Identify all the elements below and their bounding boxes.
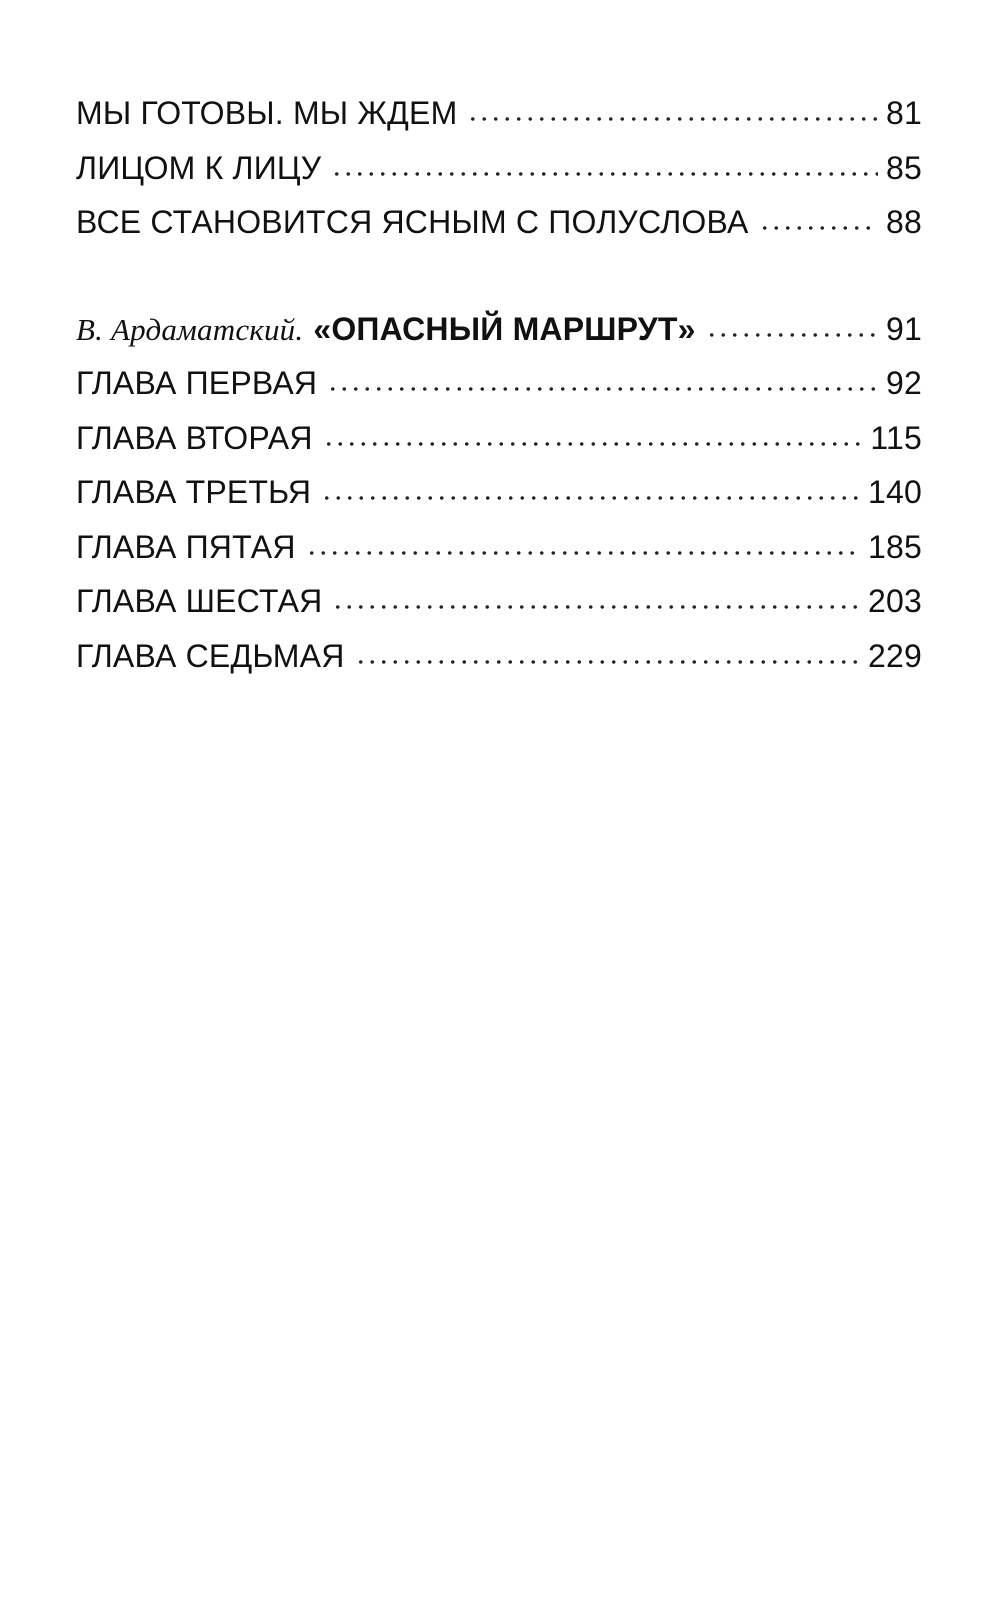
dot-leader	[331, 170, 878, 178]
dot-leader	[467, 115, 878, 123]
dot-leader	[355, 658, 860, 666]
toc-entry[interactable]	[76, 520, 922, 575]
toc-entry[interactable]	[76, 411, 922, 466]
toc-entry-page: 81	[886, 95, 922, 131]
toc-entry[interactable]	[76, 356, 922, 411]
toc-entry[interactable]	[76, 141, 922, 196]
toc-entry-title: ГЛАВА ШЕСТАЯ	[76, 583, 323, 619]
dot-leader	[321, 494, 860, 502]
toc-entry-title: ГЛАВА ВТОРАЯ	[76, 419, 313, 456]
toc-entry-title: ГЛАВА ПЯТАЯ	[76, 528, 296, 565]
toc-entry-title: ВСЕ СТАНОВИТСЯ ЯСНЫМ С ПОЛУСЛОВА	[76, 204, 749, 240]
dot-leader	[759, 224, 878, 232]
dot-leader	[332, 603, 860, 611]
toc-entry-page: 140	[868, 474, 922, 510]
toc-entry-page: 85	[886, 149, 922, 186]
toc-entry-page: 92	[886, 365, 922, 401]
toc-section-2	[76, 302, 922, 684]
toc-entry-title: ГЛАВА СЕДЬМАЯ	[76, 637, 345, 674]
toc-entry-page: 229	[868, 637, 922, 674]
dot-leader	[323, 440, 863, 448]
toc-entry[interactable]	[76, 465, 922, 520]
dot-leader	[706, 331, 878, 339]
toc-entry-title: ЛИЦОМ К ЛИЦУ	[76, 149, 322, 186]
toc-entry[interactable]	[76, 629, 922, 684]
toc-heading-entry[interactable]	[76, 302, 922, 357]
toc-entry-title: ГЛАВА ТРЕТЬЯ	[76, 474, 312, 510]
toc-author: В. Ардаматский.	[76, 311, 304, 347]
toc-entry-page: 185	[868, 528, 922, 565]
toc-entry-page: 88	[886, 204, 922, 240]
dot-leader	[327, 385, 878, 393]
toc-entry-title: ГЛАВА ПЕРВАЯ	[76, 365, 318, 401]
toc-entry[interactable]	[76, 195, 922, 250]
table-of-contents	[76, 86, 922, 683]
toc-entry-page: 115	[870, 419, 922, 456]
toc-entry-title: МЫ ГОТОВЫ. МЫ ЖДЕМ	[76, 95, 458, 131]
toc-section-1	[76, 86, 922, 250]
toc-entry-page: 203	[868, 583, 922, 619]
toc-entry-page: 91	[886, 310, 922, 347]
dot-leader	[306, 549, 860, 557]
toc-entry[interactable]	[76, 574, 922, 629]
toc-entry[interactable]	[76, 86, 922, 141]
toc-work-title: «ОПАСНЫЙ МАРШРУТ»	[313, 310, 696, 347]
